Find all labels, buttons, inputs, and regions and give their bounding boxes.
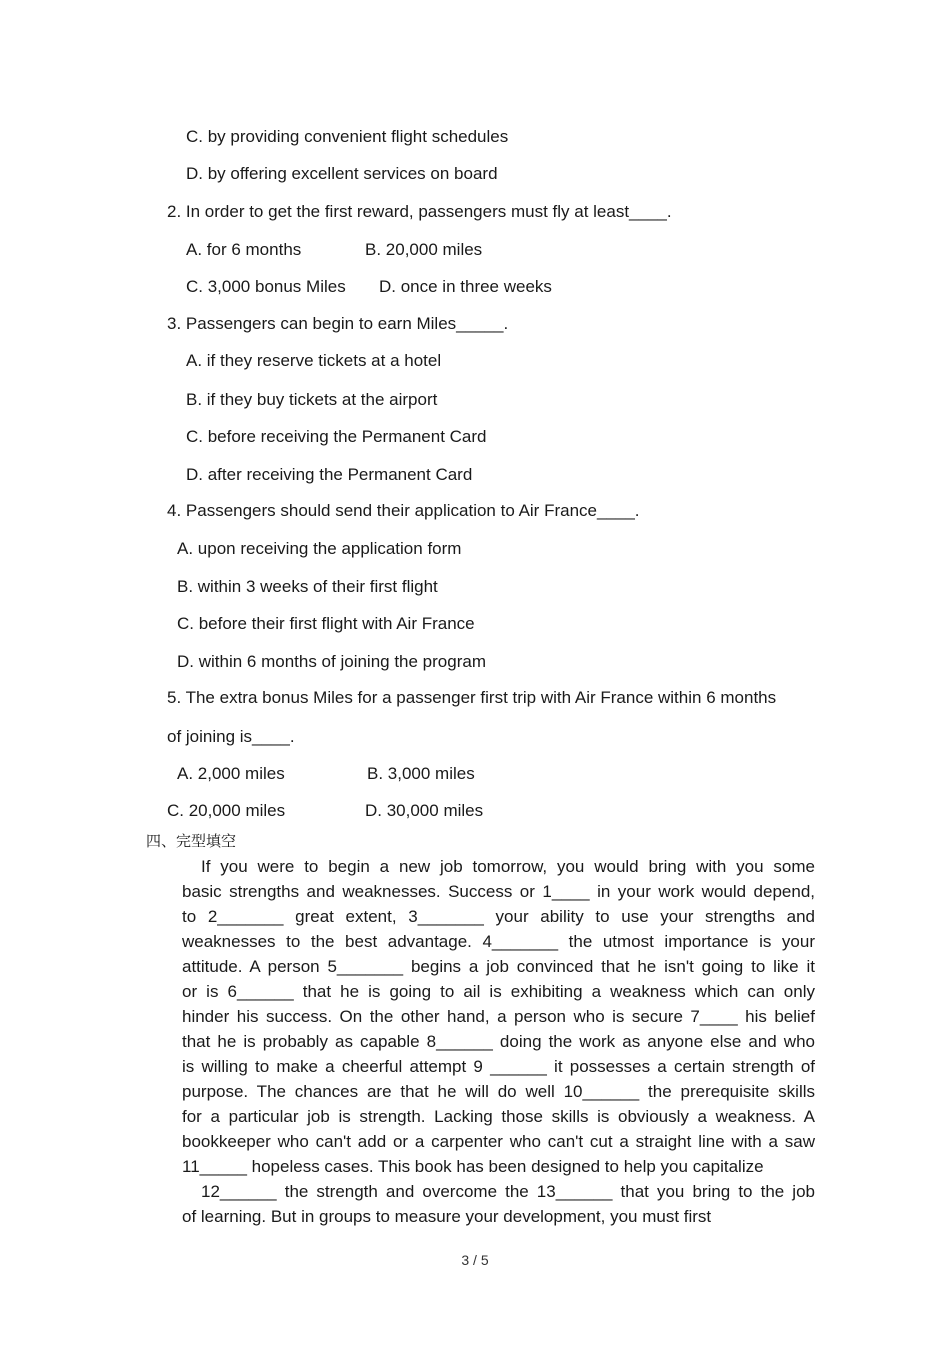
q5-stem-line1: 5. The extra bonus Miles for a passenger first trip with Air France within 6 months xyxy=(167,688,777,707)
passage-line: of learning. But in groups to measure your development, you must first xyxy=(182,1207,712,1226)
q3-option-b: B. if they buy tickets at the airport xyxy=(186,390,438,409)
q3-option-c: C. before receiving the Permanent Card xyxy=(186,427,487,446)
passage-line: If you were to begin a new job tomorrow, you would bring with you some xyxy=(201,857,815,876)
q5-option-c: C. 20,000 miles xyxy=(167,801,286,820)
q5-stem-line2: of joining is____. xyxy=(167,727,295,746)
q3-option-a: A. if they reserve tickets at a hotel xyxy=(186,351,442,370)
q3-option-d: D. after receiving the Permanent Card xyxy=(186,465,473,484)
passage-line: for a particular job is strength. Lacking those skills is obviously a weakness. A xyxy=(182,1107,815,1126)
q4-stem: 4. Passengers should send their application to Air France____. xyxy=(167,501,640,520)
passage-line: 12______ the strength and overcome the 13______ that you bring to the job xyxy=(201,1182,815,1201)
q4-option-c: C. before their first flight with Air France xyxy=(177,614,475,633)
q5-option-a: A. 2,000 miles xyxy=(177,764,285,783)
q4-option-d: D. within 6 months of joining the program xyxy=(177,652,486,671)
passage-line: that he is probably as capable 8______ doing the work as anyone else and who xyxy=(182,1032,815,1051)
page-number: 3 / 5 xyxy=(461,1252,489,1268)
q1-option-d: D. by offering excellent services on board xyxy=(186,164,498,183)
passage-line: attitude. A person 5_______ begins a job convinced that he isn't going to like it xyxy=(182,957,815,976)
passage-line: hinder his success. On the other hand, a person who is secure 7____ his belief xyxy=(182,1007,815,1026)
q3-stem: 3. Passengers can begin to earn Miles_____. xyxy=(167,314,509,333)
passage-line: bookkeeper who can't add or a carpenter who can't cut a straight line with a saw xyxy=(182,1132,815,1151)
q2-stem: 2. In order to get the first reward, passengers must fly at least____. xyxy=(167,202,672,221)
passage-line: is willing to make a cheerful attempt 9 ______ it possesses a certain strength of xyxy=(182,1057,815,1076)
q1-option-c: C. by providing convenient flight schedules xyxy=(186,127,509,146)
passage-line: purpose. The chances are that he will do well 10______ the prerequisite skills xyxy=(182,1082,815,1101)
passage-line: to 2_______ great extent, 3_______ your ability to use your strengths and xyxy=(182,907,815,926)
section-title: 四、完型填空 xyxy=(146,832,237,850)
passage-line: basic strengths and weaknesses. Success or 1____ in your work would depend, xyxy=(182,882,815,901)
q5-option-b: B. 3,000 miles xyxy=(367,764,475,783)
q4-option-a: A. upon receiving the application form xyxy=(177,539,462,558)
q5-option-d: D. 30,000 miles xyxy=(365,801,484,820)
passage-line: 11_____ hopeless cases. This book has been designed to help you capitalize xyxy=(182,1157,764,1176)
q4-option-b: B. within 3 weeks of their first flight xyxy=(177,577,438,596)
q2-option-d: D. once in three weeks xyxy=(379,277,552,296)
q2-option-b: B. 20,000 miles xyxy=(365,240,483,259)
q2-option-c: C. 3,000 bonus Miles xyxy=(186,277,346,296)
passage-line: weaknesses to the best advantage. 4_______ the utmost importance is your xyxy=(182,932,815,951)
q2-option-a: A. for 6 months xyxy=(186,240,302,259)
passage-line: or is 6______ that he is going to ail is exhibiting a weakness which can only xyxy=(182,982,815,1001)
